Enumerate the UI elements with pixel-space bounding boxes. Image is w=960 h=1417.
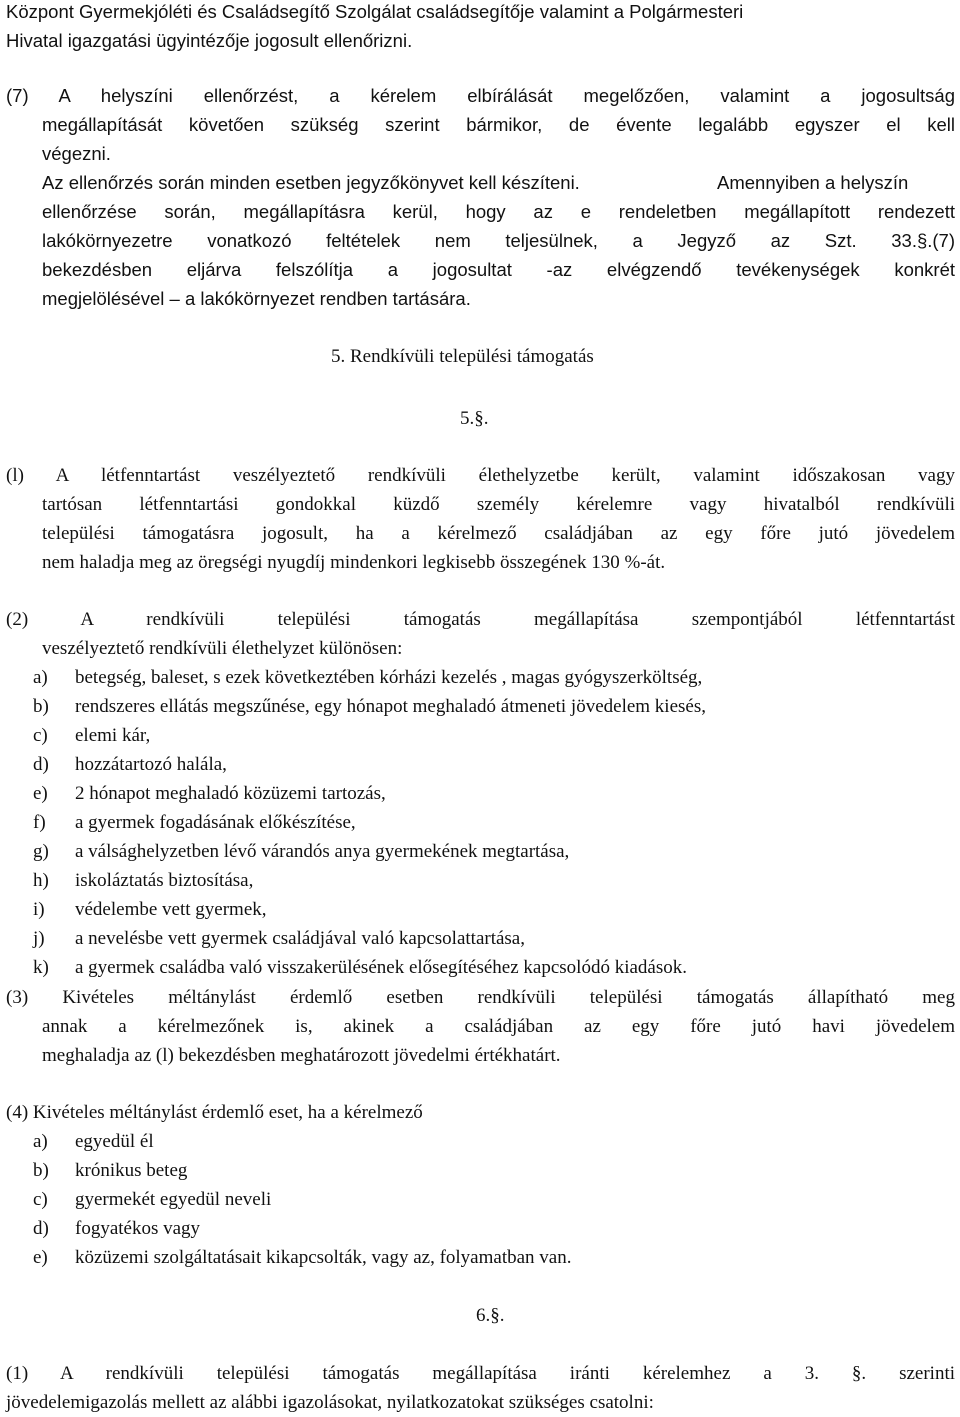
intro-line: Központ Gyermekjóléti és Családsegítő Szolgálat családsegítője valamint a Polgármesteri [6,1,744,22]
list-item-label: i) [33,899,45,920]
paragraph-7-line: (7) A helyszíni ellenőrzést, a kérelem elbírálását megelőzően, valamint a jogosultság [6,85,955,106]
list-item-text: betegség, baleset, s ezek következtében kórházi kezelés , magas gyógyszerköltség, [75,667,703,688]
paragraph-7-line: Az ellenőrzés során minden esetben jegyzőkönyvet kell készíteni. [42,172,580,193]
list-item-label: g) [33,841,49,862]
list-item-text: egyedül él [75,1131,154,1152]
paragraph-2-line: veszélyeztető rendkívüli élethelyzet különösen: [42,638,403,659]
list-item-label: c) [33,1189,48,1210]
paragraph-3-line: meghaladja az (l) bekezdésben meghatározott jövedelmi értékhatárt. [42,1045,561,1066]
list-item-label: h) [33,870,49,891]
list-item-label: a) [33,667,48,688]
paragraph-1-line: nem haladja meg az öregségi nyugdíj mindenkori legkisebb összegének 130 %-át. [42,552,666,573]
list-item-text: a válsághelyzetben lévő várandós anya gyermekének megtartása, [75,841,570,862]
list-item-label: j) [33,928,45,949]
paragraph-7-line: megállapítását követően szükség szerint bármikor, de évente legalább egyszer el kell [42,114,955,135]
list-item-text: rendszeres ellátás megszűnése, egy hónapot meghaladó átmeneti jövedelem kiesés, [75,696,706,717]
list-item-text: krónikus beteg [75,1160,188,1181]
list-item-label: e) [33,783,48,804]
list-item-text: a nevelésbe vett gyermek családjával való kapcsolattartása, [75,928,525,949]
list-item-text: a gyermek fogadásának előkészítése, [75,812,356,833]
list-item-text: iskoláztatás biztosítása, [75,870,254,891]
paragraph-1-line: tartósan létfenntartási gondokkal küzdő személy kérelemre vagy hivatalból rendkívüli [42,494,955,515]
paragraph-7-line: Amennyiben a helyszín [717,172,909,193]
paragraph-7-line: ellenőrzése során, megállapításra kerül, hogy az e rendeletben megállapított rendezett [42,201,955,222]
list-item-text: közüzemi szolgáltatásait kikapcsolták, vagy az, folyamatban van. [75,1247,572,1268]
section-6-line: (1) A rendkívüli települési támogatás megállapítása iránti kérelemhez a 3. §. szerinti [6,1363,955,1384]
list-item-label: b) [33,1160,49,1181]
list-item-text: védelembe vett gyermek, [75,899,267,920]
list-item-text: gyermekét egyedül neveli [75,1189,272,1210]
section-6-line: jövedelemigazolás mellett az alábbi igazolásokat, nyilatkozatokat szükséges csatolni: [6,1392,654,1413]
paragraph-3-line: annak a kérelmezőnek is, akinek a családjában az egy főre jutó havi jövedelem [42,1016,955,1037]
list-item-label: k) [33,957,49,978]
paragraph-7-line: lakókörnyezetre vonatkozó feltételek nem teljesülnek, a Jegyző az Szt. 33.§.(7) [42,230,955,251]
paragraph-7-line: végezni. [42,143,111,164]
paragraph-1-line: települési támogatásra jogosult, ha a kérelmező családjában az egy főre jutó jövedelem [42,523,955,544]
paragraph-3-line: (3) Kivételes méltánylást érdemlő esetben rendkívüli települési támogatás állapítható meg [6,987,955,1008]
list-item-label: b) [33,696,49,717]
list-item-label: c) [33,725,48,746]
list-item-label: d) [33,754,49,775]
list-item-text: elemi kár, [75,725,151,746]
list-item-label: e) [33,1247,48,1268]
paragraph-mark-6: 6.§. [476,1305,505,1326]
paragraph-7-line: megjelölésével – a lakókörnyezet rendben tartására. [42,288,471,309]
paragraph-4-lead: (4) Kivételes méltánylást érdemlő eset, ha a kérelmező [6,1102,423,1123]
list-item-text: a gyermek családba való visszakerülésének elősegítéséhez kapcsolódó kiadások. [75,957,687,978]
paragraph-mark-5: 5.§. [460,408,489,429]
list-item-text: fogyatékos vagy [75,1218,201,1239]
list-item-label: a) [33,1131,48,1152]
intro-line: Hivatal igazgatási ügyintézője jogosult ellenőrizni. [6,30,413,51]
paragraph-7-line: bekezdésben eljárva felszólítja a jogosultat -az elvégzendő tevékenységek konkrét [42,259,955,280]
list-item-text: hozzátartozó halála, [75,754,227,775]
list-item-label: d) [33,1218,49,1239]
paragraph-1-line: (l) A létfenntartást veszélyeztető rendkívüli élethelyzetbe került, valamint időszakosan vagy [6,465,955,486]
list-item-text: 2 hónapot meghaladó közüzemi tartozás, [75,783,386,804]
section-5-heading: 5. Rendkívüli települési támogatás [331,346,594,367]
paragraph-2-line: (2) A rendkívüli települési támogatás megállapítása szempontjából létfenntartást [6,609,955,630]
list-item-label: f) [33,812,46,833]
